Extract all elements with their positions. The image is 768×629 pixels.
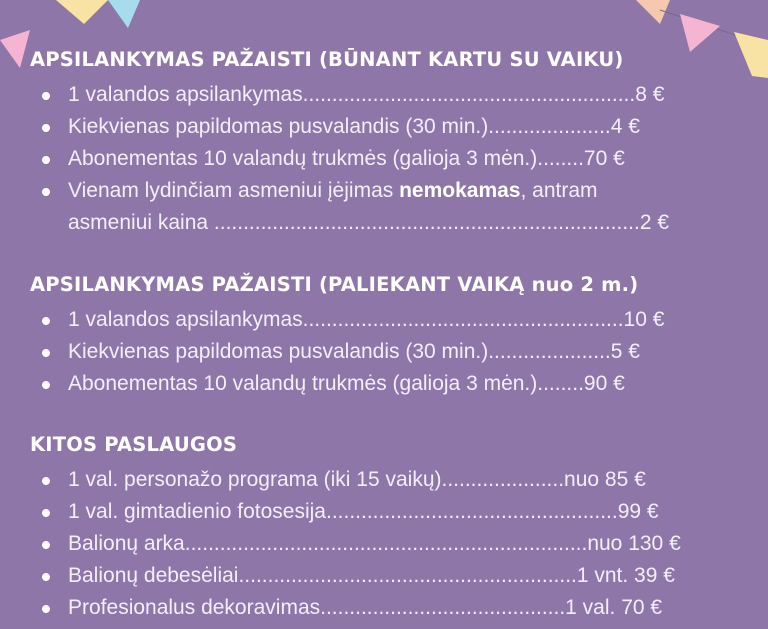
item-text: Abonementas 10 valandų trukmės (galioja 3 mėn.)........70 €: [68, 147, 625, 170]
free-entry-label: nemokamas: [399, 179, 521, 202]
item-text: 1 val. personažo programa (iki 15 vaikų).....................nuo 85 €: [68, 468, 646, 491]
bullet-icon: [42, 477, 50, 485]
bullet-icon: [42, 381, 50, 389]
item-text-suffix: , antram: [520, 179, 598, 202]
bullet-icon: [42, 124, 50, 132]
price-list-with-child: [0, 79, 669, 239]
item-text-prefix: Vienam lydinčiam asmeniui įėjimas: [68, 179, 400, 202]
bullet-icon: [42, 509, 50, 517]
flag-icon: [56, 0, 108, 24]
list-item: [0, 592, 681, 624]
item-text-line2: asmeniui kaina .........................................................................2 €: [68, 211, 670, 234]
item-text: Balionų arka.....................................................................nuo 130 €: [68, 532, 681, 555]
item-text: Kiekvienas papildomas pusvalandis (30 min.).....................5 €: [68, 340, 640, 363]
list-item: [0, 175, 669, 239]
list-item: [0, 304, 664, 336]
flag-icon: [0, 30, 30, 68]
section-title-other-services: KITOS PASLAUGOS: [30, 433, 238, 456]
list-item: [0, 111, 669, 143]
item-text: 1 valandos apsilankymas.........................................................8 €: [68, 83, 665, 106]
section-title-with-child: APSILANKYMAS PAŽAISTI (BŪNANT KARTU SU VAIKU): [30, 48, 624, 71]
list-item: [0, 368, 664, 400]
bullet-icon: [42, 349, 50, 357]
bullet-icon: [42, 605, 50, 613]
item-text: Abonementas 10 valandų trukmės (galioja 3 mėn.)........90 €: [68, 372, 625, 395]
flag-icon: [734, 32, 768, 78]
item-text: 1 val. gimtadienio fotosesija..................................................99 €: [68, 500, 659, 523]
section-title-leave-child: APSILANKYMAS PAŽAISTI (PALIEKANT VAIKĄ nuo 2 m.): [30, 273, 639, 296]
list-item: [0, 560, 681, 592]
bullet-icon: [42, 156, 50, 164]
list-item: [0, 528, 681, 560]
list-item: [0, 496, 681, 528]
bullet-icon: [42, 92, 50, 100]
flag-icon: [680, 14, 720, 52]
bullet-icon: [42, 573, 50, 581]
flag-icon: [108, 0, 140, 28]
list-item: [0, 143, 669, 175]
item-text: Profesionalus dekoravimas..........................................1 val. 70 €: [68, 596, 663, 619]
item-text: 1 valandos apsilankymas.......................................................10 €: [68, 308, 665, 331]
item-text: Balionų debesėliai..........................................................1 vnt. 39 €: [68, 564, 675, 587]
list-item: [0, 464, 681, 496]
bullet-icon: [42, 541, 50, 549]
price-list-leave-child: [0, 304, 664, 400]
list-item: [0, 79, 669, 111]
item-text: Kiekvienas papildomas pusvalandis (30 min.).....................4 €: [68, 115, 640, 138]
price-list-other-services: [0, 464, 681, 624]
bullet-icon: [42, 317, 50, 325]
bullet-icon: [42, 188, 50, 196]
bunting-right: [630, 0, 768, 80]
list-item: [0, 336, 664, 368]
